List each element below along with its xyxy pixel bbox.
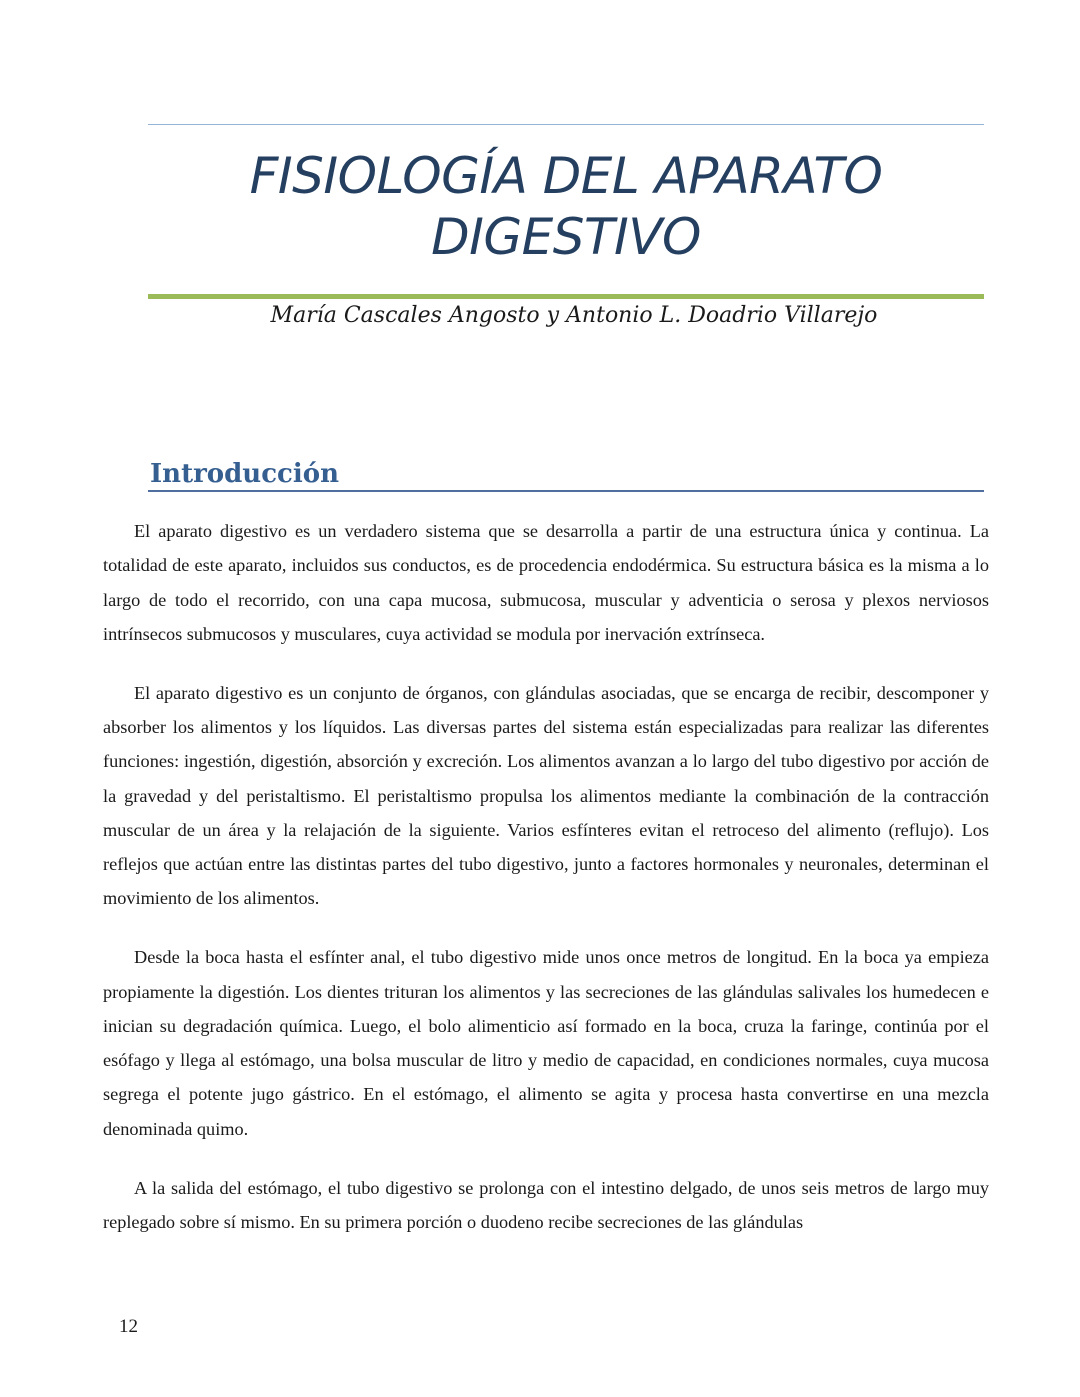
page-number: 12: [119, 1316, 138, 1337]
paragraph: El aparato digestivo es un verdadero sistema que se desarrolla a partir de una estructura única y continua. La totalidad de este aparato, incluidos sus conductos, es de procedencia endodérmica. Su estructura básica es la misma a lo largo de todo el recorrido, con una capa mucosa, submucosa, muscular y adventicia o serosa y plexos nerviosos intrínsecos submucosos y musculares, cuya actividad se modula por inervación extrínseca.: [103, 521, 989, 644]
section-heading-rule: [148, 490, 984, 492]
document-title: FISIOLOGÍA DEL APARATO DIGESTIVO: [249, 147, 883, 266]
paragraph: El aparato digestivo es un conjunto de órganos, con glándulas asociadas, que se encarga de recibir, descomponer y absorber los alimentos y los líquidos. Las diversas partes del sistema están especializadas para realizar las diferentes funciones: ingestión, digestión, absorción y excreción. Los alimentos avanzan a lo largo del tubo digestivo por acción de la gravedad y del peristaltismo. El peristaltismo propulsa los alimentos mediante la combinación de la contracción muscular de un área y la relajación de la siguiente. Varios esfínteres evitan el retroceso del alimento (reflujo). Los reflejos que actúan entre las distintas partes del tubo digestivo, junto a factores hormonales y neuronales, determinan el movimiento de los alimentos.: [103, 682, 989, 909]
document-authors: María Cascales Angosto y Antonio L. Doadrio Villarejo: [270, 303, 878, 328]
title-bottom-rule: [148, 294, 984, 299]
title-top-rule: [148, 124, 984, 125]
body-text: [103, 514, 989, 1264]
section-heading-introduccion: Introducción: [150, 459, 339, 489]
paragraph: Desde la boca hasta el esfínter anal, el tubo digestivo mide unos once metros de longitud. En la boca ya empieza propiamente la digestión. Los dientes trituran los alimentos y las secreciones de las glándulas salivales los humedecen e inician su degradación química. Luego, el bolo alimenticio así formado en la boca, cruza la faringe, continúa por el esófago y llega al estómago, una bolsa muscular de litro y medio de capacidad, en condiciones normales, cuya mucosa segrega el potente jugo gástrico. En el estómago, el alimento se agita y procesa hasta convertirse en una mezcla denominada quimo.: [103, 947, 989, 1139]
paragraph: A la salida del estómago, el tubo digestivo se prolonga con el intestino delgado, de unos seis metros de largo muy replegado sobre sí mismo. En su primera porción o duodeno recibe secreciones de las glándulas: [103, 1177, 989, 1232]
